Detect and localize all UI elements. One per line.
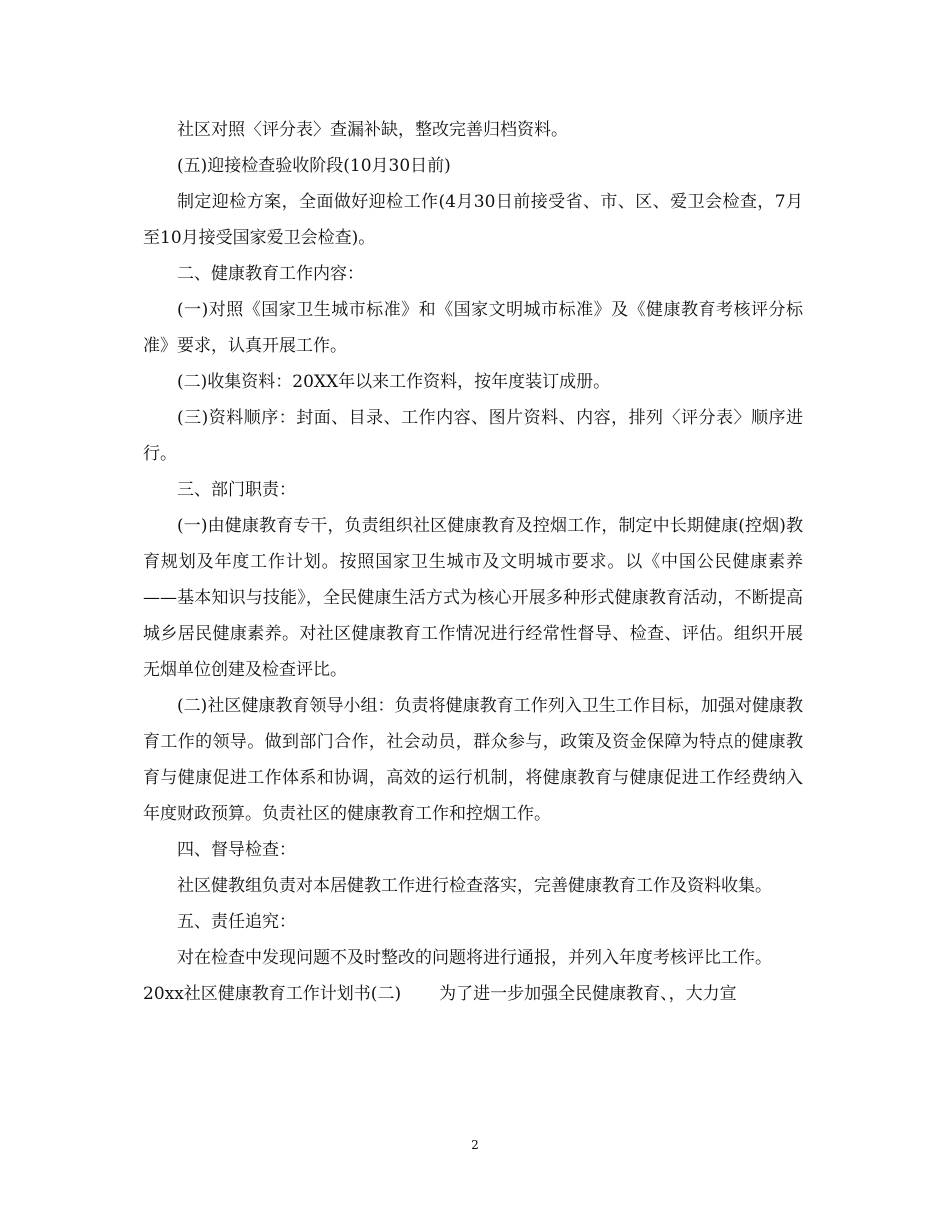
document-body	[143, 112, 803, 1012]
next-plan-line	[143, 976, 803, 1012]
paragraph-leadership-group: (二)社区健康教育领导小组：负责将健康教育工作列入卫生工作目标，加强对健康教育工作的领导。做到部门合作，社会动员，群众参与，政策及资金保障为特点的健康教育与健康促进工作体系和协调，高效的运行机制，将健康教育与健康促进工作经费纳入年度财政预算。负责社区的健康教育工作和控烟工作。	[143, 696, 803, 824]
heading-department-duties: 三、部门职责：	[177, 480, 296, 500]
page-number: 2	[471, 1138, 479, 1152]
paragraph-collect-materials: (二)收集资料：20XX年以来工作资料，按年度装订成册。	[177, 372, 611, 392]
heading-accountability: 五、责任追究：	[177, 912, 296, 932]
paragraph-accountability: 对在检查中发现问题不及时整改的问题将进行通报，并列入年度考核评比工作。	[177, 948, 772, 968]
paragraph-acceptance-stage: (五)迎接检查验收阶段(10月30日前)	[177, 156, 451, 176]
paragraph-material-order: (三)资料顺序：封面、目录、工作内容、图片资料、内容，排列〈评分表〉顺序进行。	[143, 408, 803, 464]
heading-work-content: 二、健康教育工作内容：	[177, 264, 364, 284]
paragraph-health-education-specialist: (一)由健康教育专干，负责组织社区健康教育及控烟工作，制定中长期健康(控烟)教育规划及年度工作计划。按照国家卫生城市及文明城市要求。以《中国公民健康素养——基本知识与技能》，全民健康生活方式为核心开展多种形式健康教育活动，不断提高城乡居民健康素养。对社区健康教育工作情况进行经常性督导、检查、评估。组织开展无烟单位创建及检查评比。	[143, 516, 803, 680]
next-plan-title: 20xx社区健康教育工作计划书(二)	[143, 984, 402, 1004]
paragraph-supervision: 社区健教组负责对本居健教工作进行检查落实，完善健康教育工作及资料收集。	[177, 876, 772, 896]
paragraph-inspection-plan: 制定迎检方案，全面做好迎检工作(4月30日前接受省、市、区、爱卫会检查，7月至10月接受国家爱卫会检查)。	[143, 192, 803, 248]
paragraph-standards: (一)对照《国家卫生城市标准》和《国家文明城市标准》及《健康教育考核评分标准》要求，认真开展工作。	[143, 300, 803, 356]
next-plan-text: 为了进一步加强全民健康教育、，大力宣	[439, 984, 737, 1004]
heading-supervision: 四、督导检查：	[177, 840, 296, 860]
paragraph-archive-materials: 社区对照〈评分表〉查漏补缺，整改完善归档资料。	[177, 120, 568, 140]
